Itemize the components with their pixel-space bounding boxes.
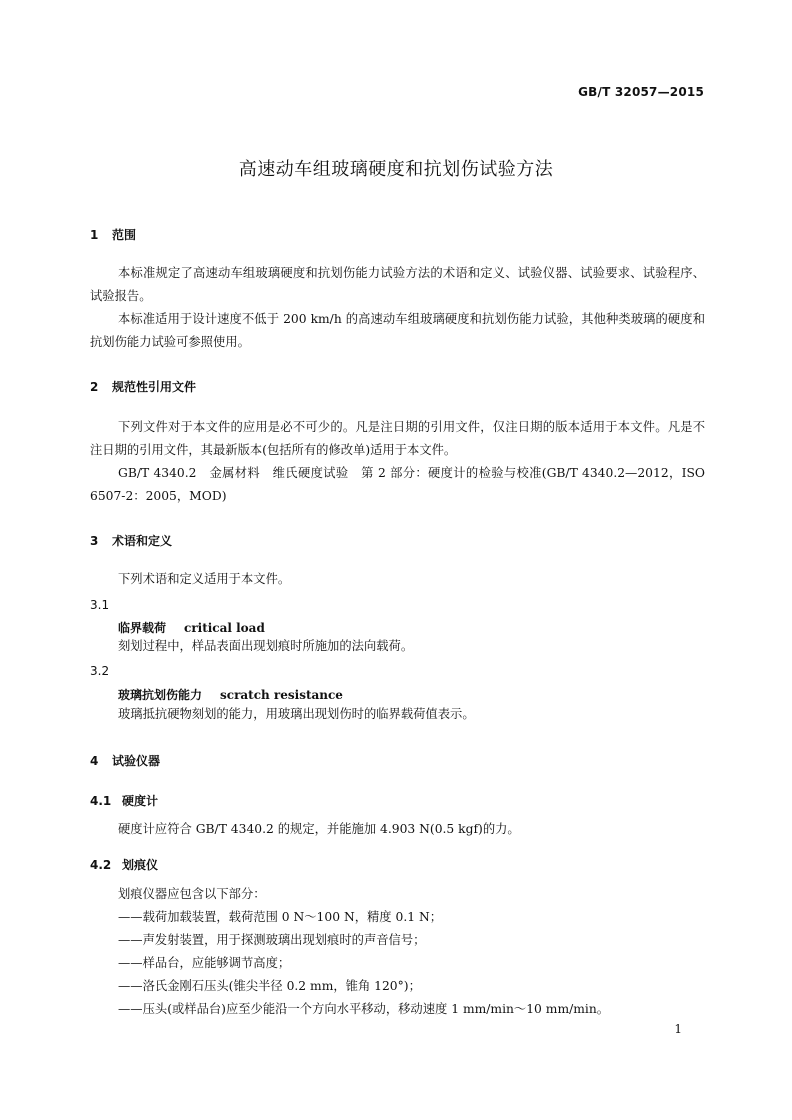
term-3-2-definition: 玻璃抵抗硬物刻划的能力，用玻璃出现划伤时的临界载荷值表示。 [118,707,475,721]
list-item: ——洛氏金刚石压头(锥尖半径 0.2 mm，锥角 120°)； [118,979,421,993]
term-cn: 玻璃抗划伤能力 [118,688,203,702]
term-3-1-definition: 刻划过程中，样品表面出现划痕时所施加的法向载荷。 [118,639,414,653]
list-item: ——声发射装置，用于探测玻璃出现划痕时的声音信号； [118,933,426,947]
section-number: 4.1 [90,794,112,808]
page-number: 1 [674,1022,682,1036]
section-number: 4.2 [90,858,112,872]
section-number: 1 [90,228,99,242]
section-number: 3 [90,534,99,548]
term-cn: 临界载荷 [118,621,167,635]
document-title: 高速动车组玻璃硬度和抗划伤试验方法 [238,159,554,180]
section-title: 规范性引用文件 [112,380,197,394]
section-number: 4 [90,754,99,768]
term-en: critical load [184,621,265,635]
section-4-2-intro: 划痕仪器应包含以下部分： [118,887,266,901]
section-title: 范围 [112,228,137,242]
section-1-paragraph-1: 本标准规定了高速动车组玻璃硬度和抗划伤能力试验方法的术语和定义、试验仪器、试验要求、试验程序、试验报告。 [90,266,705,303]
term-3-2-number: 3.2 [90,664,110,678]
section-2-heading [90,378,196,395]
section-title: 试验仪器 [112,754,161,768]
term-3-1-number: 3.1 [90,598,110,612]
section-1-heading [90,226,136,243]
section-4-1-paragraph: 硬度计应符合 GB/T 4340.2 的规定，并能施加 4.903 N(0.5 kgf)的力。 [118,822,520,836]
section-3-paragraph-1: 下列术语和定义适用于本文件。 [118,572,291,586]
section-title: 硬度计 [122,794,159,808]
section-4-1-heading [90,792,158,809]
section-title: 术语和定义 [112,534,173,548]
section-2-reference: GB/T 4340.2 金属材料 维氏硬度试验 第 2 部分：硬度计的检验与校准(GB/T 4340.2—2012，ISO 6507-2：2005，MOD) [90,466,705,503]
section-3-heading [90,532,172,549]
term-en: scratch resistance [220,688,343,702]
section-title: 划痕仪 [122,858,159,872]
section-1-paragraph-2: 本标准适用于设计速度不低于 200 km/h 的高速动车组玻璃硬度和抗划伤能力试验，其他种类玻璃的硬度和抗划伤能力试验可参照使用。 [90,312,705,349]
list-item: ——样品台，应能够调节高度； [118,956,291,970]
section-4-2-heading [90,856,158,873]
term-3-2-title [118,686,343,703]
list-item: ——载荷加载装置，载荷范围 0 N～100 N，精度 0.1 N； [118,910,443,924]
list-item: ——压头(或样品台)应至少能沿一个方向水平移动，移动速度 1 mm/min～10 mm/min。 [118,1002,610,1016]
section-2-paragraph-1: 下列文件对于本文件的应用是必不可少的。凡是注日期的引用文件，仅注日期的版本适用于本文件。凡是不注日期的引用文件，其最新版本(包括所有的修改单)适用于本文件。 [90,420,705,457]
term-3-1-title [118,619,265,636]
section-4-heading [90,752,160,769]
section-number: 2 [90,380,99,394]
standard-code: GB/T 32057—2015 [578,85,704,99]
